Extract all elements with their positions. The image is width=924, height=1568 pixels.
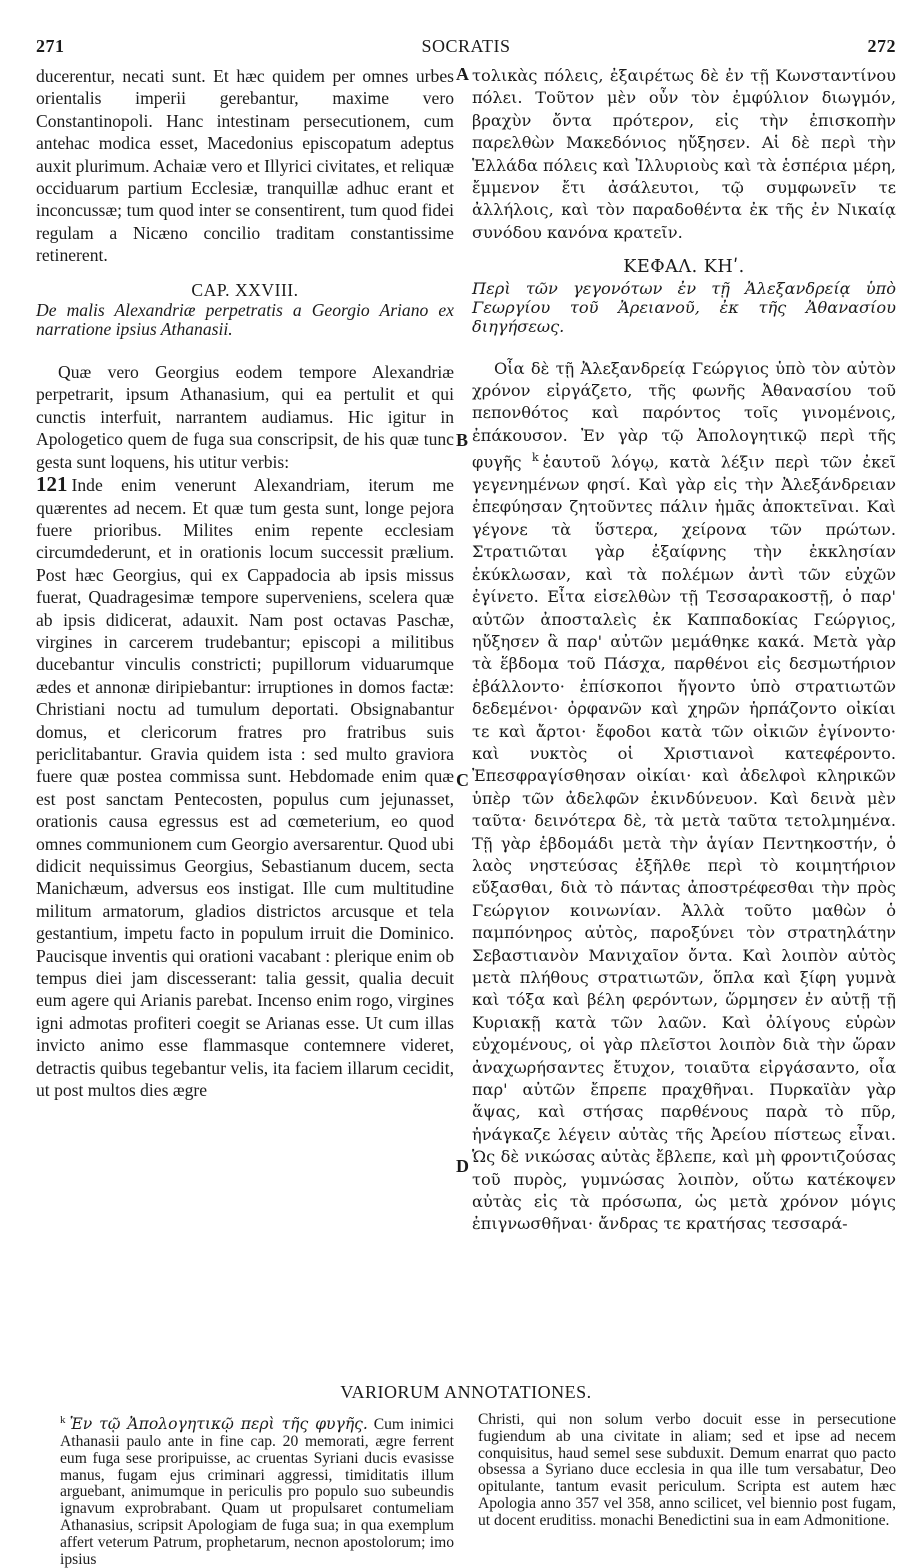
latin-body-paragraph-2 <box>36 473 454 1101</box>
annotation-lemma: Ἐν τῷ Ἀπολογητικῷ περὶ τῆς φυγῆς. <box>69 1415 368 1434</box>
running-title: SOCRATIS <box>421 36 511 56</box>
greek-chapter-title: ΚΕΦΑΛ. ΚΗʹ. <box>623 257 745 278</box>
footnote-reference: k <box>532 451 539 465</box>
marginal-number: 121 <box>36 472 68 497</box>
annotation-left-text: Cum inimici Athanasii paulo ante in fine cap. 20 memorati, ægre ferrent eum fuga sese proripuisse, ac cruentas Syriani ducis evasisse manus, fugam ejus criminari aggressi, timiditatis illum arguebant, animumque in periculis pro populo suo subeundis ignavum exprobrabant. Quam ut propulsaret contumeliam Athanasius, scripsit Apologiam de fuga sua; in qua exemplum affert veterum Patrum, prophetarum, necnon apostolorum; imo ipsius <box>60 1416 455 1568</box>
greek-intro-paragraph: τολικὰς πόλεις, ἐξαιρέτως δὲ ἐν τῇ Κωνσταντίνου πόλει. Τοῦτον μὲν οὖν τὸν ἐμφύλιον διωγμόν, βραχὺν ὄντα πρότερον, εἰς τὴν ἐπισκοπὴν παρελθὼν Μακεδόνιος ηὔξησεν. Αἱ δὲ περὶ τὴν Ἑλλάδα πόλεις καὶ Ἰλλυριοὺς καὶ τὰ ἑσπέρια μέρη, ἔμμενον ἔτι ἀσάλευτοι, τῷ συμφωνεῖν τε ἀλλήλοις, καὶ τὸν παραδοθέντα ἐκ τῆς ἐν Νικαίᾳ συνόδου κανόνα κρατεῖν. <box>472 66 896 242</box>
latin-chapter-subtitle: De malis Alexandriæ perpetratis a Georgio Ariano ex narratione ipsius Athanasii. <box>36 300 454 340</box>
section-marker-d: D <box>456 1156 469 1176</box>
page-number-right: 272 <box>867 36 896 56</box>
section-marker-a: A <box>456 64 469 84</box>
latin-body-text: Inde enim venerunt Alexandriam, iterum me quærentes ad necem. Et quæ tum gesta sunt, longe pejora fuere prioribus. Milites enim repente ecclesiam circumdederunt, et in orationis locum successit prælium. Post hæc Georgius, qui ex Cappadocia ab ipsis missus fuerat, Quadragesimæ tempore superveniens, scelera quæ ab ipsis didicerat, adauxit. Nam post octavas Paschæ, virgines in carcerem trudebantur; episcopi a militibus ducebantur vinculis constricti; pupillorum viduarumque ædes et annonæ diripiebantur: irruptiones in domos factæ: Christiani noctu ad tumulum deportati. Obsignabantur domus, et clericorum fratres pro fratribus suis periclitabantur. Gravia quidem ista : sed multo graviora fuere quæ postea commissa sunt. Hebdomade enim quæ est post sanctam Pentecosten, populus cum jejunasset, orationis causa egressus est ad cœmeterium, eo quod omnes communionem cum Georgio aversarentur. Quod ubi didicit nequissimus Georgius, Sebastianum ducem, secta Manichæum, adversus eos instigat. Ille cum multitudine militum armatorum, gladios districtos arcusque et tela gestantium, impetu facto in populum irruit die Dominico. Paucisque inventis qui orationi vacabant : plerique enim ob tempus diei jam discesserant: talia gessit, qualia decuit eum agere qui Arianis parebat. Incenso enim rogo, virgines igni admotas profiteri coegit se Arianas esse. Ut cum illas invicto animo esse flammasque contemnere videret, detractis quibus tegebantur velis, ita faciem illarum cecidit, ut post multos dies ægre <box>36 475 454 1101</box>
annotations-heading: VARIORUM ANNOTATIONES. <box>340 1382 592 1402</box>
annotation-left-column <box>60 1412 454 1568</box>
greek-chapter-subtitle: Περὶ τῶν γεγονότων ἐν τῇ Ἀλεξανδρείᾳ ὑπὸ Γεωργίου τοῦ Ἀρειανοῦ, ἐκ τῆς Ἀθανασίου διηγήσεως. <box>472 278 896 336</box>
greek-body-text-1: Οἷα δὲ τῇ Ἀλεξανδρείᾳ Γεώργιος ὑπὸ τὸν αὐτὸν χρόνον εἰργάζετο, τῆς φωνῆς Ἀθανασίου τοῦ πεπονθότος καὶ παρόντος τοῖς γινομένοις, ἐπάκουσον. Ἐν γὰρ τῷ Ἀπολογητικῷ περὶ τῆς φυγῆς <box>472 358 896 472</box>
greek-column <box>472 65 896 1236</box>
section-marker-b: B <box>456 430 469 450</box>
section-marker-c: C <box>456 770 469 790</box>
greek-body-paragraph <box>472 358 896 1236</box>
running-head <box>36 36 896 60</box>
annotation-right-text: Christi, qui non solum verbo docuit esse in persecutione fugiendum ab una civitate in aliam; sed et ipse ad necem conquisitus, haud semel sese subduxit. Demum enarrat quo pacto obsessa a Syriano duce ecclesia in qua ille tum versabatur, Deo opitulante, tantum evasit periculum. Scripta est autem hæc Apologia anno 357 vel 358, anno scilicet, vel biennio post fugam, ut docent eruditiss. monachi Benedictini sua in eam Admonitione. <box>478 1411 896 1529</box>
annotation-paragraph <box>60 1412 454 1568</box>
page-number-left: 271 <box>36 36 65 56</box>
latin-intro-paragraph: ducerentur, necati sunt. Et hæc quidem per omnes urbes orientalis imperii gerebantur, maxime vero Constantinopoli. Hanc intestinam persecutionem, cum antehac modica esset, Macedonius episcopatum adeptus auxit plurimum. Achaiæ vero et Illyrici civitates, et reliquæ occiduarum partium Ecclesiæ, tranquillæ adhuc erant et inconcussæ; tum quod inter se consentirent, tum quod fidei regulam a Nicæno concilio traditam constantissime retinerent. <box>36 66 454 266</box>
latin-body-paragraph-1: Quæ vero Georgius eodem tempore Alexandriæ perpetrarit, ipsum Athanasium, qui ea pertulit et qui cunctis interfuit, narrantem audiamus. Hic igitur in Apologetico quem de fuga sua conscripsit, de his quæ tunc gesta sunt loquens, his utitur verbis: <box>36 362 454 472</box>
annotation-note-mark: k <box>60 1414 66 1426</box>
annotation-right-column <box>478 1412 896 1530</box>
latin-column <box>36 65 454 1101</box>
latin-chapter-title: CAP. XXVIII. <box>191 279 299 300</box>
greek-body-text-2: ἑαυτοῦ λόγῳ, κατὰ λέξιν περὶ τῶν ἐκεῖ γεγενημένων φησί. Καὶ γὰρ εἰς τὴν Ἀλεξάνδρειαν ἐπεφύησαν ζητοῦντες πάλιν ἡμᾶς ἀποκτεῖναι. Καὶ γέγονε τὰ ὕστερα, χείρονα τῶν πρώτων. Στρατιῶται γὰρ ἐξαίφνης τὴν ἐκκλησίαν ἐκύκλωσαν, καὶ τὰ πολέμων ἀντὶ τῶν εὐχῶν ἐγίνετο. Εἶτα εἰσελθὼν τῇ Τεσσαρακοστῇ, ὁ παρ' αὐτῶν ἀποσταλεὶς ἐκ Καππαδοκίας Γεώργιος, ηὔξησεν ἃ παρ' αὐτῶν μεμάθηκε κακά. Μετὰ γὰρ τὰ ἕβδομα τοῦ Πάσχα, παρθένοι εἰς δεσμωτήριον ἐβάλλοντο· ἐπίσκοποι ἤγοντο ὑπὸ στρατιωτῶν δεδεμένοι· ὀρφανῶν καὶ χηρῶν ἡρπάζοντο οἰκίαι τε καὶ ἄρτοι· ἔφοδοι κατὰ τῶν οἰκιῶν ἐγίνοντο· καὶ νυκτὸς οἱ Χριστιανοὶ κατεφέροντο. Ἐπεσφραγίσθησαν οἰκίαι· καὶ ἀδελφοὶ κληρικῶν ὑπὲρ τῶν ἀδελφῶν ἐκινδύνευον. Καὶ δεινὰ μὲν ταῦτα· δεινότερα δὲ, τὰ μετὰ ταῦτα τετολμημένα. Τῇ γὰρ ἑβδομάδι μετὰ τὴν ἁγίαν Πεντηκοστήν, ὁ λαὸς νηστεύσας ἐξῆλθε περὶ τὸ κοιμητήριον εὔξασθαι, διὰ τὸ πάντας ἀποστρέφεσθαι τὴν πρὸς Γεώργιον κοινωνίαν. Ἀλλὰ τοῦτο μαθὼν ὁ παμπόνηρος αὐτὸς, παροξύνει τὸν στρατηλάτην Σεβαστιανὸν Μανιχαῖον ὄντα. Καὶ λοιπὸν αὐτὸς μετὰ πλήθους στρατιωτῶν, ὅπλα καὶ ξίφη γυμνὰ καὶ τόξα καὶ βέλη φερόντων, ὥρμησεν ἐν αὐτῇ τῇ Κυριακῇ κατὰ τῶν λαῶν. Καὶ ὀλίγους εὑρὼν εὐχομένους, οἱ γὰρ πλεῖστοι λοιπὸν διὰ τὴν ὥραν ἀναχωρήσαντες ἔτυχον, τοιαῦτα εἰργάσαντο, οἷα παρ' αὐτῶν ἔπρεπε πραχθῆναι. Πυρκαϊὰν γὰρ ἅψας, καὶ στήσας παρθένους παρὰ τὸ πῦρ, ἠνάγκαζε λέγειν αὐτὰς τῆς Ἀρείου πίστεως εἶναι. Ὡς δὲ νικώσας αὐτὰς ἔβλεπε, καὶ μὴ φροντιζούσας τοῦ πυρὸς, γυμνώσας λοιπὸν, οὕτω κατέκοψεν αὐτὰς εἰς τὰ πρόσωπα, ὡς μετὰ χρόνον μόγις ἐπιγνωσθῆναι· ἄνδρας τε κρατήσας τεσσαρά- <box>472 452 896 1234</box>
